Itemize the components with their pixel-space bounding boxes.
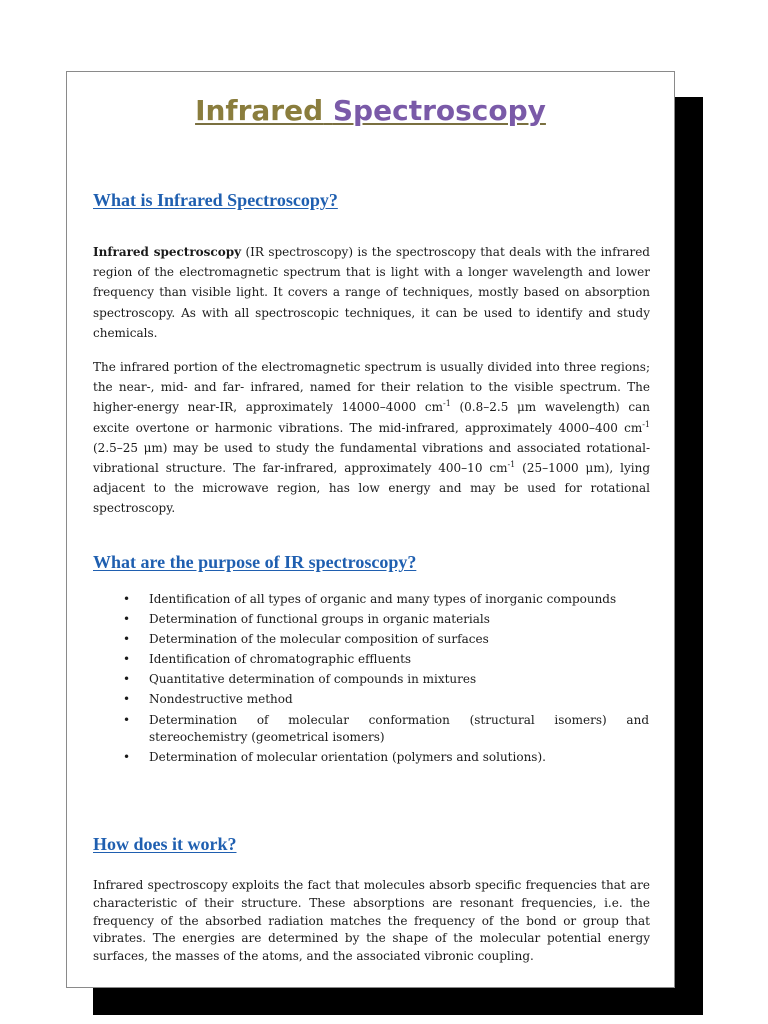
list-item [123,691,649,709]
bullet-icon: • [123,672,131,687]
bullet-icon: • [123,750,131,765]
list-item-text: Determination of molecular orientation (polymers and solutions). [149,750,546,765]
list-item-text: Identification of chromatographic effluents [149,652,412,667]
unit-superscript: -1 [507,460,516,470]
section-heading-what-is: What is Infrared Spectroscopy? [93,190,338,210]
list-item [123,651,649,669]
bullet-icon: • [123,612,131,627]
intro-bold-term: Infrared spectroscopy [93,245,242,259]
list-item-text: Determination of the molecular composition of surfaces [149,632,489,647]
list-item [123,611,649,629]
bullet-icon: • [123,632,131,647]
title-part-1: Infrared [195,94,324,127]
list-item-text: Identification of all types of organic and many types of inorganic compounds [149,592,617,606]
intro-text: (IR spectroscopy) is the spectroscopy that deals with the infrared region of the electromagnetic spectrum that is light with a longer wavelength and lower frequency than visible light. It covers a range of techniques, mostly based on absorption spectroscopy. As with all spectroscopic techniques, it can be used to identify and study chemicals. [93,245,650,340]
list-item [123,671,649,689]
unit-superscript: -1 [642,419,650,429]
unit-superscript: -1 [443,399,451,409]
purpose-list [123,591,649,769]
regions-text-3: (2.5–25 μm) may be used to study the fundamental vibrations and associated rotational-vibrational structure. The far-infrared, approximately 400–10 cm [93,440,650,476]
bullet-icon: • [123,592,131,606]
regions-paragraph [93,357,650,519]
list-item-text: Nondestructive method [149,692,293,707]
list-item [123,631,649,649]
list-item-text: Determination of molecular conformation (structural isomers) and stereochemistry (geometrical isomers) [149,712,649,745]
bullet-icon: • [123,712,131,727]
regions-text-4: (25–1000 μm), lying adjacent to the microwave region, has low energy and may be used for rotational spectroscopy. [93,461,650,516]
regions-text-2: (0.8–2.5 μm wavelength) can excite overtone or harmonic vibrations. The mid-infrared, approximately 4000–400 cm [93,400,651,435]
title-part-2: Spectroscopy [332,94,546,127]
how-it-works-paragraph: Infrared spectroscopy exploits the fact that molecules absorb specific frequencies that are characteristic of their structure. These absorptions are resonant frequencies, i.e. the frequency of the absorbed radiation matches the frequency of the bond or group that vibrates. The energies are determined by the shape of the molecular potential energy surfaces, the masses of the atoms, and the associated vibronic coupling. [93,878,650,964]
bullet-icon: • [123,692,131,707]
document-title [67,94,674,127]
intro-paragraph [93,242,650,343]
list-item [123,591,649,609]
document-page [66,71,675,988]
regions-text-1: The infrared portion of the electromagnetic spectrum is usually divided into three regions; the near-, mid- and far- infrared, named for their relation to the visible spectrum. The higher-energy near-IR, approximately 14000–4000 cm [93,360,650,415]
section-heading-purpose: What are the purpose of IR spectroscopy? [93,552,417,572]
section-heading-how: How does it work? [93,834,237,854]
list-item-text: Determination of functional groups in organic materials [149,612,490,627]
bullet-icon: • [123,652,131,667]
list-item-text: Quantitative determination of compounds in mixtures [149,672,477,687]
list-item [123,749,649,767]
list-item [123,712,649,747]
